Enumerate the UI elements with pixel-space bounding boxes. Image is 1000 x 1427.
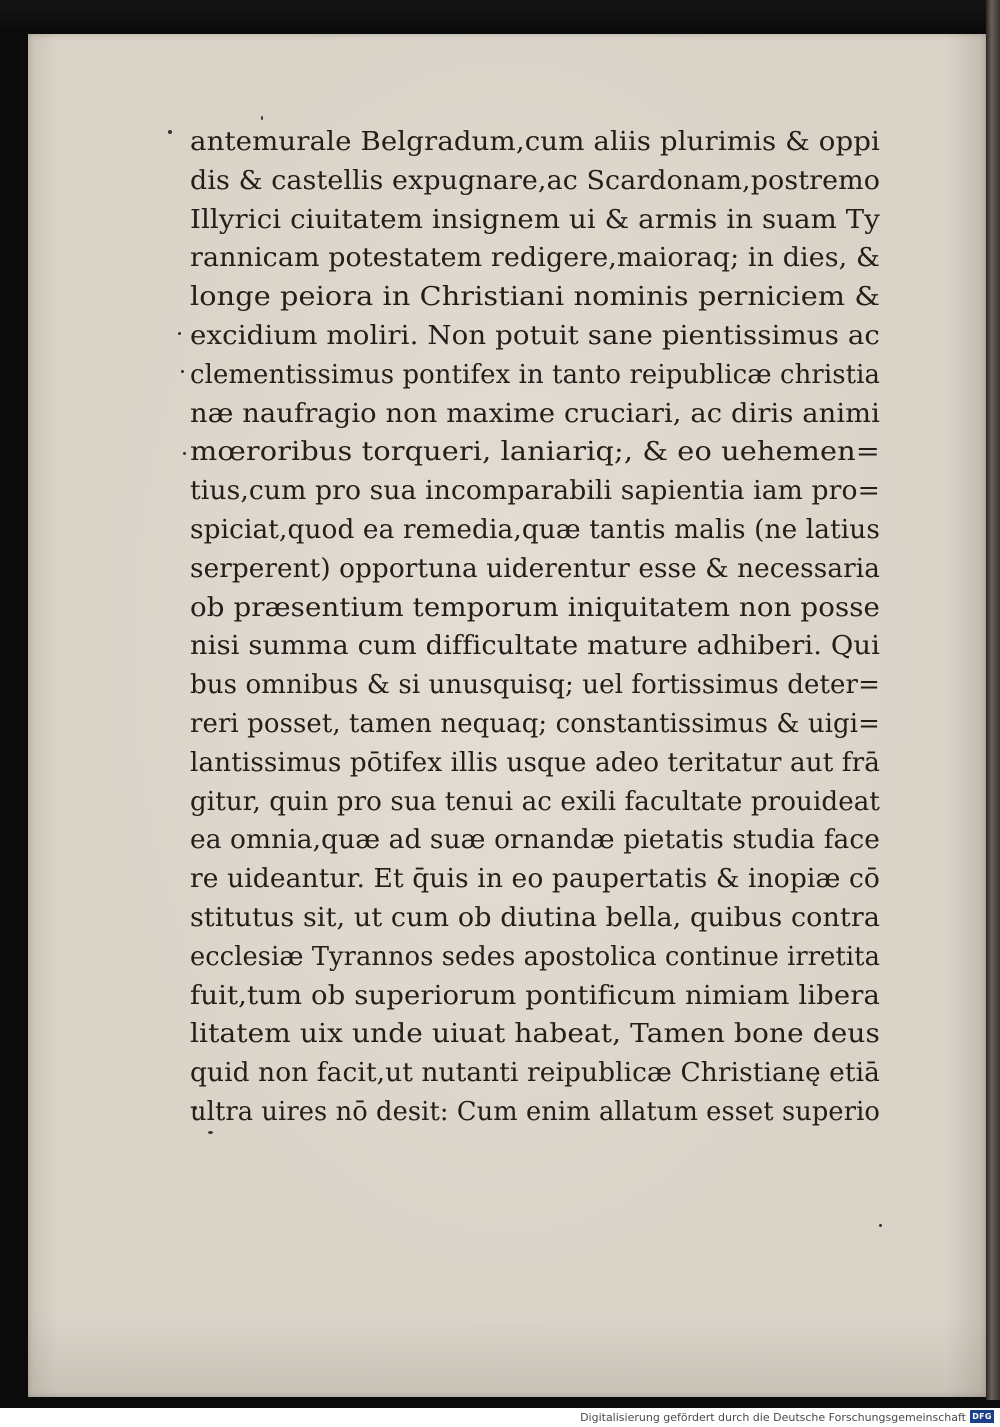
text-line	[190, 977, 890, 1016]
text-line-content: lantissimus pōtifex illis usque adeo teritatur aut frā	[190, 747, 880, 778]
text-line-content: tius,cum pro sua incomparabili sapientia iam pro=	[190, 476, 880, 507]
text-line	[190, 356, 890, 395]
text-line-content: nisi summa cum difficultate mature adhiberi. Qui	[190, 631, 880, 662]
text-line-content: quid non facit,ut nutanti reipublicæ Christianę etiā	[190, 1058, 880, 1089]
ink-speck	[183, 452, 186, 455]
text-line	[190, 162, 890, 201]
funding-credit: Digitalisierung gefördert durch die Deutsche Forschungsgemeinschaft	[580, 1411, 966, 1424]
text-line-content: ecclesiæ Tyrannos sedes apostolica continue irretita	[190, 941, 880, 972]
text-line	[190, 783, 890, 822]
text-line	[190, 899, 890, 938]
dfg-logo: DFG	[970, 1410, 994, 1423]
text-line-content: fuit,tum ob superiorum pontificum nimiam libera	[190, 980, 880, 1011]
text-line	[190, 472, 890, 511]
text-line-content: serperent) opportuna uiderentur esse & necessaria	[190, 553, 880, 584]
text-line-content: longe peiora in Christiani nominis perniciem &	[190, 282, 880, 313]
text-line	[190, 821, 890, 860]
text-line	[190, 511, 890, 550]
text-line	[190, 1015, 890, 1054]
page-text	[190, 123, 890, 1132]
text-line-content: antemurale Belgradum,cum aliis plurimis & oppi	[190, 127, 880, 157]
text-line	[190, 433, 890, 472]
text-line	[190, 666, 890, 705]
text-line-content: næ naufragio non maxime cruciari, ac diris animi	[190, 398, 880, 429]
text-line-content: ultra uires nō desit: Cum enim allatum esset superio	[190, 1096, 880, 1127]
text-line-content: litatem uix unde uiuat habeat, Tamen bone deus	[190, 1019, 881, 1050]
text-line-content: rannicam potestatem redigere,maioraq; in dies, &	[190, 243, 881, 274]
text-line-content: mœroribus torqueri, laniariq;, & eo uehemen=	[190, 437, 881, 468]
text-line	[190, 1093, 890, 1132]
ink-speck	[168, 130, 172, 134]
text-line	[190, 550, 890, 589]
text-line-content: ob præsentium temporum iniquitatem non posse	[190, 592, 881, 623]
text-line	[190, 705, 890, 744]
text-line	[190, 201, 890, 240]
text-line-content: clementissimus pontifex in tanto reipublicæ christia	[190, 359, 881, 390]
ink-speck	[261, 116, 263, 120]
text-line-content: stitutus sit, ut cum ob diutina bella, quibus contra	[190, 902, 880, 933]
text-line-content: spiciat,quod ea remedia,quæ tantis malis (ne latius	[190, 514, 880, 545]
text-line-content: re uideantur. Et q̄uis in eo paupertatis & inopiæ cō	[190, 864, 880, 895]
text-line-content: excidium moliri. Non potuit sane pientissimus ac	[190, 320, 881, 351]
text-line	[190, 1054, 890, 1093]
text-line-content: Illyrici ciuitatem insignem ui & armis in suam Ty	[190, 204, 880, 235]
book-edge	[986, 0, 1000, 1400]
text-line	[190, 860, 890, 899]
text-line	[190, 589, 890, 628]
text-line-content: reri posset, tamen nequaq; constantissimus & uigi=	[190, 708, 880, 739]
text-line-content: ea omnia,quæ ad suæ ornandæ pietatis studia face	[190, 825, 880, 856]
text-line	[190, 317, 890, 356]
scanner-top-strip	[0, 0, 1000, 26]
text-line	[190, 239, 890, 278]
text-line	[190, 938, 890, 977]
text-line	[190, 627, 890, 666]
text-line-content: dis & castellis expugnare,ac Scardonam,postremo	[190, 165, 881, 196]
ink-speck	[181, 370, 184, 373]
text-line	[190, 395, 890, 434]
ink-speck	[178, 332, 181, 335]
text-line	[190, 744, 890, 783]
text-line-content: bus omnibus & si unusquisq; uel fortissimus deter=	[190, 670, 881, 701]
ink-speck	[879, 1224, 882, 1227]
text-line	[190, 123, 890, 162]
text-line-content: gitur, quin pro sua tenui ac exili facultate prouideat	[190, 786, 881, 817]
text-line	[190, 278, 890, 317]
